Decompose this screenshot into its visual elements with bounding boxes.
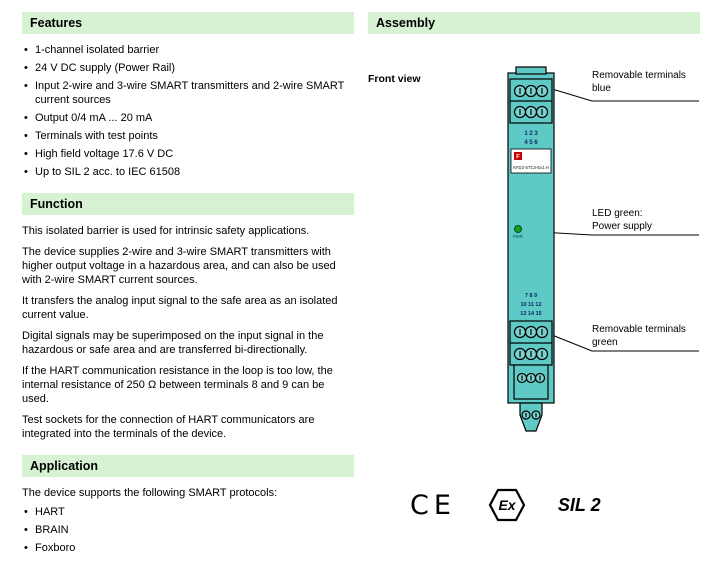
function-text [22,224,354,441]
brand-letter: F [516,154,520,161]
barrier-module [508,67,554,431]
svg-text:10 11 12: 10 11 12 [520,302,542,308]
function-paragraph: Digital signals may be superimposed on the input signal in the hazardous or safe area and are transferred bi-directionally. [22,330,324,356]
device-label [511,149,551,173]
function-paragraph: Test sockets for the connection of HART communicators are integrated into the terminals of the device. [22,414,315,440]
right-column [368,12,700,525]
certification-row [368,485,700,525]
ce-mark: CE [410,489,456,521]
device-top-cap [516,67,546,74]
callout-terminals-blue [592,69,686,95]
feature-item: • High field voltage 17.6 V DC [22,147,354,161]
application-intro: The device supports the following SMART protocols: [22,487,278,499]
feature-item: • Input 2-wire and 3-wire SMART transmitters and 2-wire SMART current sources [22,79,354,107]
device-drawing [368,43,700,475]
callout-line: Power supply [592,221,653,232]
foot-screws [518,374,545,383]
left-column [22,12,354,559]
ex-mark [488,488,526,522]
features-header: Features [22,12,354,34]
callout-line: green [592,337,618,348]
protocol-item: • BRAIN [22,523,354,537]
function-header: Function [22,193,354,215]
assembly-diagram [368,43,700,475]
sil-rating: SIL 2 [557,494,601,515]
callout-led-green [592,207,652,233]
function-paragraph: It transfers the analog input signal to the safe area as an isolated current value. [22,295,338,321]
feature-item: • Up to SIL 2 acc. to IEC 61508 [22,165,354,179]
ex-mark-label: Ex [498,497,516,513]
feature-item: • 1-channel isolated barrier [22,43,354,57]
device-model: KFD2-STC4-Ex1.H [513,165,549,170]
protocol-item: • HART [22,505,354,519]
led-label: PWR [513,234,523,239]
callout-line: LED green: [592,208,643,219]
features-list [22,43,354,179]
svg-text:13 14 15: 13 14 15 [520,311,542,317]
function-paragraph: The device supplies 2-wire and 3-wire SMART transmitters with higher output voltage in a hazardous area, and can also be used with 2-wire SMART current sources. [22,246,336,286]
feature-item: • Output 0/4 mA ... 20 mA [22,111,354,125]
protocol-item: • Foxboro [22,541,354,555]
function-paragraph: If the HART communication resistance in the loop is too low, the internal resistance of 250 Ω between terminals 8 and 9 can be used. [22,365,333,405]
svg-text:4 5 6: 4 5 6 [524,140,538,146]
function-paragraph: This isolated barrier is used for intrinsic safety applications. [22,225,310,237]
application-header: Application [22,455,354,477]
protocol-list [22,505,354,555]
svg-text:1 2 3: 1 2 3 [524,131,538,137]
callout-line: Removable terminals [592,70,686,81]
svg-text:7 8 9: 7 8 9 [524,293,538,299]
callout-terminals-green [592,323,686,349]
front-view-label: Front view [368,73,421,85]
callout-line: blue [592,83,611,94]
assembly-header: Assembly [368,12,700,34]
feature-item: • Terminals with test points [22,129,354,143]
feature-item: • 24 V DC supply (Power Rail) [22,61,354,75]
callout-line: Removable terminals [592,324,686,335]
